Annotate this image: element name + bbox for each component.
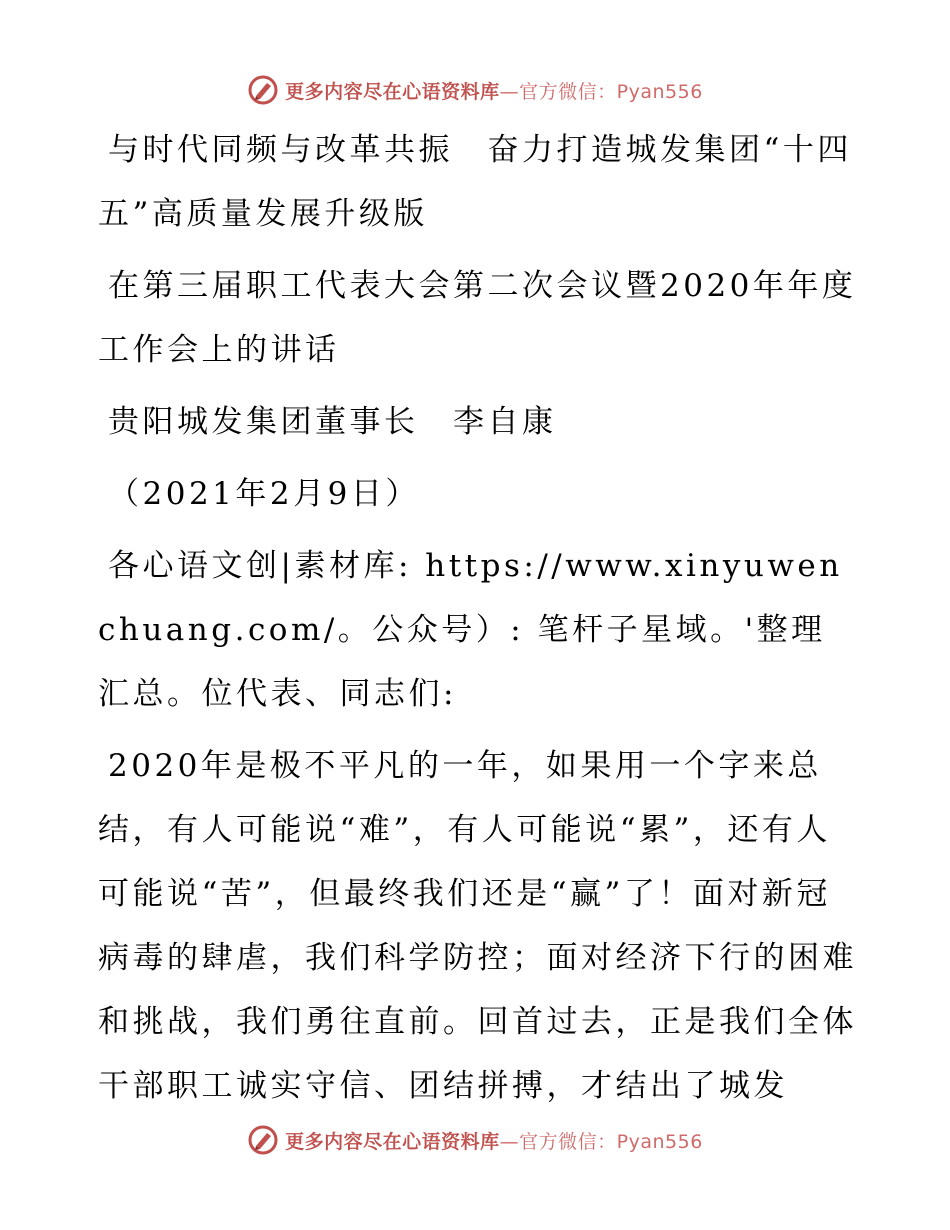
banner-wechat-text: 官方微信：Pyan556 [519,1130,703,1153]
banner-text [285,1127,703,1154]
banner-main-text: 更多内容尽在心语资料库 [285,1130,500,1153]
banner-main-text: 更多内容尽在心语资料库 [285,80,500,103]
header-banner [0,70,950,110]
banner-text [285,77,703,104]
pen-logo-icon [247,1124,279,1156]
document-body [98,118,858,1118]
date-line: （2021年2月9日） [108,476,420,512]
banner-separator: — [499,80,520,103]
speaker-line: 贵阳城发集团董事长 李自康 [108,404,557,440]
pen-logo-icon [247,74,279,106]
document-title: 与时代同频与改革共振 奋力打造城发集团“十四五”高质量发展升级版 [98,132,852,232]
banner-wechat-text: 官方微信：Pyan556 [519,80,703,103]
body-paragraph: 2020年是极不平凡的一年，如果用一个字来总结，有人可能说“难”，有人可能说“累”，还有人可能说“苦”，但最终我们还是“赢”了！面对新冠病毒的肆虐，我们科学防控；面对经济下行的困难和挑战，我们勇往直前。回首过去，正是我们全体干部职工诚实守信、团结拼搏，才结出了城发 [98,748,857,1104]
banner-separator: — [499,1130,520,1153]
footer-banner [0,1120,950,1160]
document-subtitle: 在第三届职工代表大会第二次会议暨2020年年度工作会上的讲话 [98,268,857,368]
source-note: 各心语文创|素材库: https://www.xinyuwenchuang.com/。公众号）: 笔杆子星域。'整理汇总。位代表、同志们: [98,548,843,712]
